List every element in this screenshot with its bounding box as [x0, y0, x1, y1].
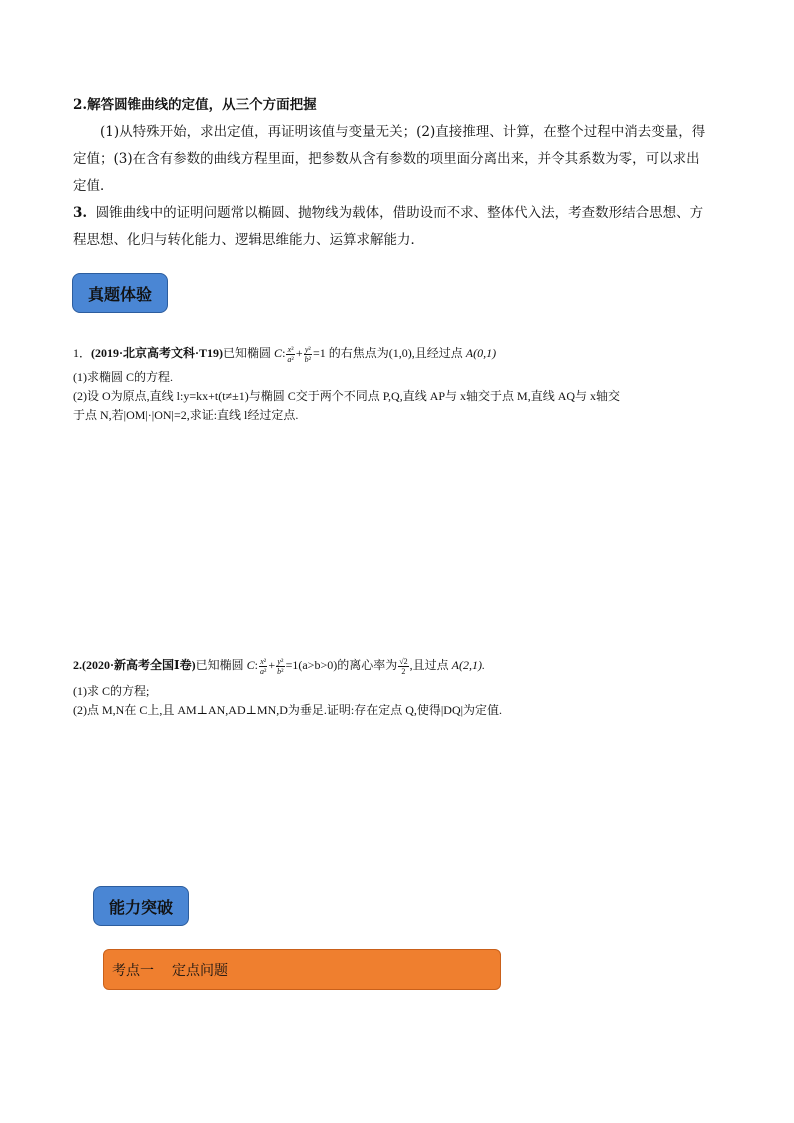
section2-line1: (1)从特殊开始，求出定值，再证明该值与变量无关；(2)直接推理、计算，在整个过程中消去变量，得 [100, 124, 706, 140]
problem2-source: (2020·新高考全国Ⅰ卷) [82, 658, 196, 672]
section2-line3: 定值． [73, 178, 114, 194]
problem1-title: 1．(2019·北京高考文科·T19)已知椭圆 C: $\frac{\text{x²}}{\text{a²}}$ + $\frac{\text{y²}}{\text{b²}}$ =1 的右焦点为(1,0),且经过点 A(0,1) [73, 344, 497, 364]
section3-line2: 程思想、化归与转化能力、逻辑思维能力、运算求解能力． [73, 232, 424, 248]
problem1-sub2b: 于点 N,若|OM|·|ON|=2,求证:直线 l经过定点. [73, 408, 299, 422]
problem2-num: 2. [73, 658, 82, 672]
problem1-point: A(0,1) [465, 346, 497, 360]
badge-nengli: 能力突破 [93, 886, 189, 926]
section3-line1: 3. 圆锥曲线中的证明问题常以椭圆、抛物线为载体，借助设而不求、整体代入法，考查数形结合思想、方 [73, 205, 704, 221]
problem2-point: A(2,1). [451, 658, 485, 672]
problem1-source: (2019·北京高考文科·T19) [91, 346, 224, 360]
section3-num: 3. [73, 205, 88, 221]
problem2-sub1: (1)求 C的方程; [73, 684, 150, 698]
section2-line2: 定值；(3)在含有参数的曲线方程里面，把参数从含有参数的项里面分离出来，并令其系数为零，可以求出 [73, 151, 700, 167]
problem2-title: 2.(2020·新高考全国Ⅰ卷)已知椭圆 C: $\frac{\text{x²}}{\text{a²}}$ + $\frac{\text{y²}}{\text{b²}}$ =1(a>b>0)的离心率为 $\frac{√2}{2}$ ,且过点 A(2,1). [73, 656, 485, 676]
badge-zhenti: 真题体验 [72, 273, 168, 313]
topic-title: 定点问题 [172, 962, 228, 979]
topic-label: 考点一 [112, 962, 154, 979]
problem1-sub1: (1)求椭圆 C的方程. [73, 370, 173, 384]
section2-heading: 2.解答圆锥曲线的定值，从三个方面把握 [73, 97, 317, 113]
problem1-sub2a: (2)设 O为原点,直线 l:y=kx+t(t≠±1)与椭圆 C交于两个不同点 P,Q,直线 AP与 x轴交于点 M,直线 AQ与 x轴交 [73, 389, 621, 403]
topic-bar [103, 949, 501, 990]
problem2-sub2: (2)点 M,N在 C上,且 AM⊥AN,AD⊥MN,D为垂足.证明:存在定点 Q,使得|DQ|为定值. [73, 703, 503, 717]
